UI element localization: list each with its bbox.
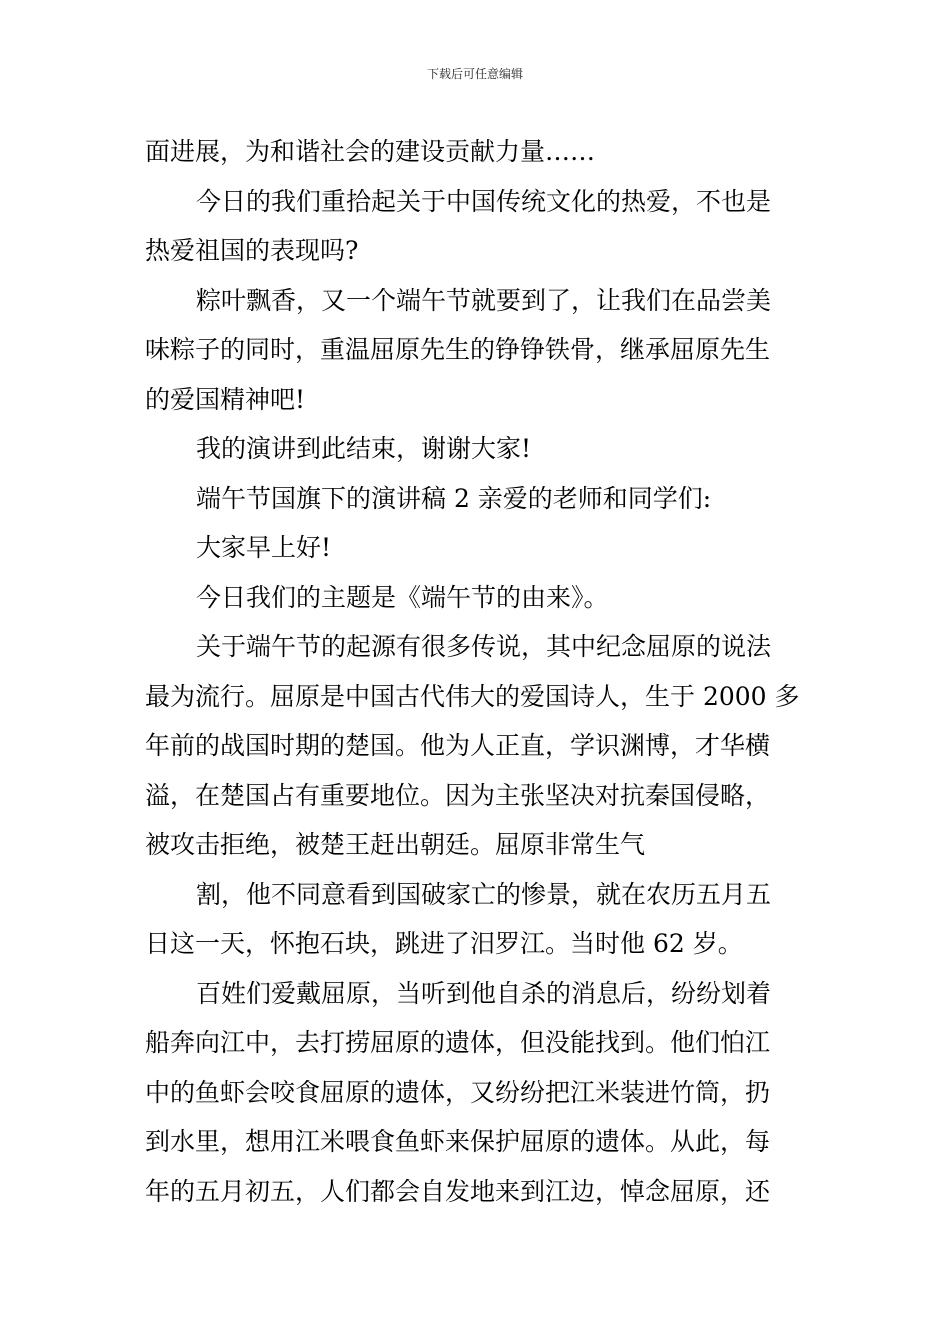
- text-line: 年前的战国时期的楚国。他为人正直，学识渊博，才华横: [145, 731, 771, 760]
- text-line: 我的演讲到此结束，谢谢大家!: [196, 434, 532, 463]
- document-body: [145, 127, 807, 1216]
- text-line: 中的鱼虾会咬食屈原的遗体，又纷纷把江米装进竹筒，扔: [145, 1077, 771, 1107]
- text-line: 日这一天，怀抱石块，跳进了汨罗江。当时他 62 岁。: [145, 929, 743, 958]
- text-line: 被攻击拒绝，被楚王赶出朝廷。屈原非常生气: [145, 830, 646, 859]
- text-line: 年的五月初五，人们都会自发地来到江边，悼念屈原，还: [145, 1176, 771, 1206]
- text-line: 今日我们的主题是《端午节的由来》。: [196, 582, 609, 612]
- page-header: 下载后可任意编辑: [426, 67, 523, 81]
- text-line: 热爱祖国的表现吗?: [145, 236, 359, 265]
- text-line: 面进展，为和谐社会的建设贡献力量……: [145, 137, 596, 166]
- text-line: 大家早上好!: [196, 533, 332, 562]
- text-line: 到水里，想用江米喂食鱼虾来保护屈原的遗体。从此，每: [145, 1127, 771, 1156]
- text-line: 粽叶飘香，又一个端午节就要到了，让我们在品尝美: [196, 285, 772, 315]
- text-line: 百姓们爱戴屈原，当听到他自杀的消息后，纷纷划着: [196, 978, 772, 1008]
- text-line: 溢，在楚国占有重要地位。因为主张坚决对抗秦国侵略，: [145, 780, 771, 810]
- text-line: 端午节国旗下的演讲稿 2 亲爱的老师和同学们:: [196, 483, 712, 513]
- text-line: 船奔向江中，去打捞屈原的遗体，但没能找到。他们怕江: [145, 1028, 771, 1057]
- text-line: 今日的我们重拾起关于中国传统文化的热爱，不也是: [196, 186, 772, 216]
- text-line: 的爱国精神吧!: [145, 384, 306, 414]
- text-line: 关于端午节的起源有很多传说，其中纪念屈原的说法: [196, 632, 772, 661]
- text-line: 味粽子的同时，重温屈原先生的铮铮铁骨，继承屈原先生: [145, 335, 771, 364]
- text-line: 割，他不同意看到国破家亡的惨景，就在农历五月五: [196, 879, 772, 909]
- text-line: 最为流行。屈原是中国古代伟大的爱国诗人，生于 2000 多: [145, 681, 800, 711]
